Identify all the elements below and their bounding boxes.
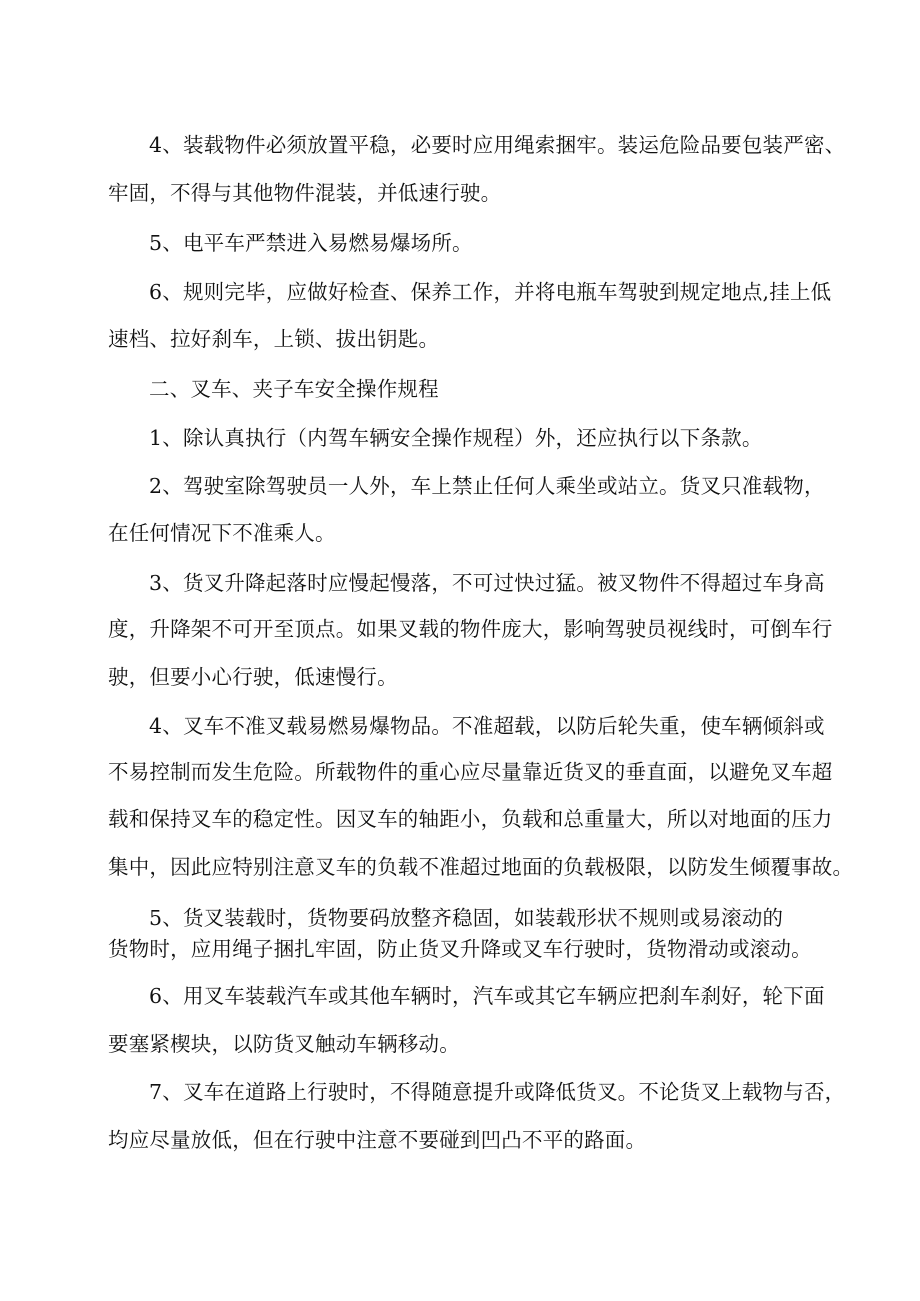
text-line: 5、电平车严禁进入易燃易爆场所。 [149, 231, 473, 255]
text-line: 牢固，不得与其他物件混装，并低速行驶。 [108, 181, 502, 205]
text-line: 3、货叉升降起落时应慢起慢落，不可过快过猛。被叉物件不得超过车身高 [149, 571, 825, 595]
section-heading: 二、叉车、夹子车安全操作规程 [149, 377, 439, 401]
text-line: 7、叉车在道路上行驶时，不得随意提升或降低货叉。不论货叉上载物与否， [149, 1080, 846, 1104]
text-line: 4、叉车不准叉载易燃易爆物品。不准超载，以防后轮失重，使车辆倾斜或 [149, 714, 825, 738]
text-line: 驶，但要小心行驶，低速慢行。 [108, 665, 398, 689]
text-line: 载和保持叉车的稳定性。因叉车的轴距小，负载和总重量大，所以对地面的压力 [108, 807, 833, 831]
text-line: 速档、拉好刹车，上锁、拔出钥匙。 [108, 327, 440, 351]
text-line: 要塞紧楔块，以防货叉触动车辆移动。 [108, 1032, 460, 1056]
text-line: 货物时，应用绳子捆扎牢固，防止货叉升降或叉车行驶时，货物滑动或滚动。 [108, 937, 812, 961]
text-line: 均应尽量放低，但在行驶中注意不要碰到凹凸不平的路面。 [108, 1128, 647, 1152]
text-line: 1、除认真执行（内驾车辆安全操作规程）外，还应执行以下条款。 [149, 426, 763, 450]
text-line: 4、装载物件必须放置平稳，必要时应用绳索捆牢。装运危险品要包装严密、 [149, 133, 846, 157]
text-line: 在任何情况下不准乘人。 [108, 521, 336, 545]
text-line: 集中，因此应特别注意叉车的负载不准超过地面的负载极限，以防发生倾覆事故。 [108, 855, 854, 879]
text-line: 2、驾驶室除驾驶员一人外，车上禁止任何人乘坐或站立。货叉只准载物， [149, 474, 825, 498]
text-line: 不易控制而发生危险。所载物件的重心应尽量靠近货叉的垂直面，以避免叉车超 [108, 760, 833, 784]
text-line: 度，升降架不可开至顶点。如果叉载的物件庞大，影响驾驶员视线时，可倒车行 [108, 617, 833, 641]
text-line: 5、货叉装载时，货物要码放整齐稳固，如装载形状不规则或易滚动的 [149, 906, 784, 930]
text-line: 6、规则完毕，应做好检查、保养工作，并将电瓶车驾驶到规定地点,挂上低 [149, 280, 832, 304]
text-line: 6、用叉车装载汽车或其他车辆时，汽车或其它车辆应把刹车刹好，轮下面 [149, 984, 825, 1008]
